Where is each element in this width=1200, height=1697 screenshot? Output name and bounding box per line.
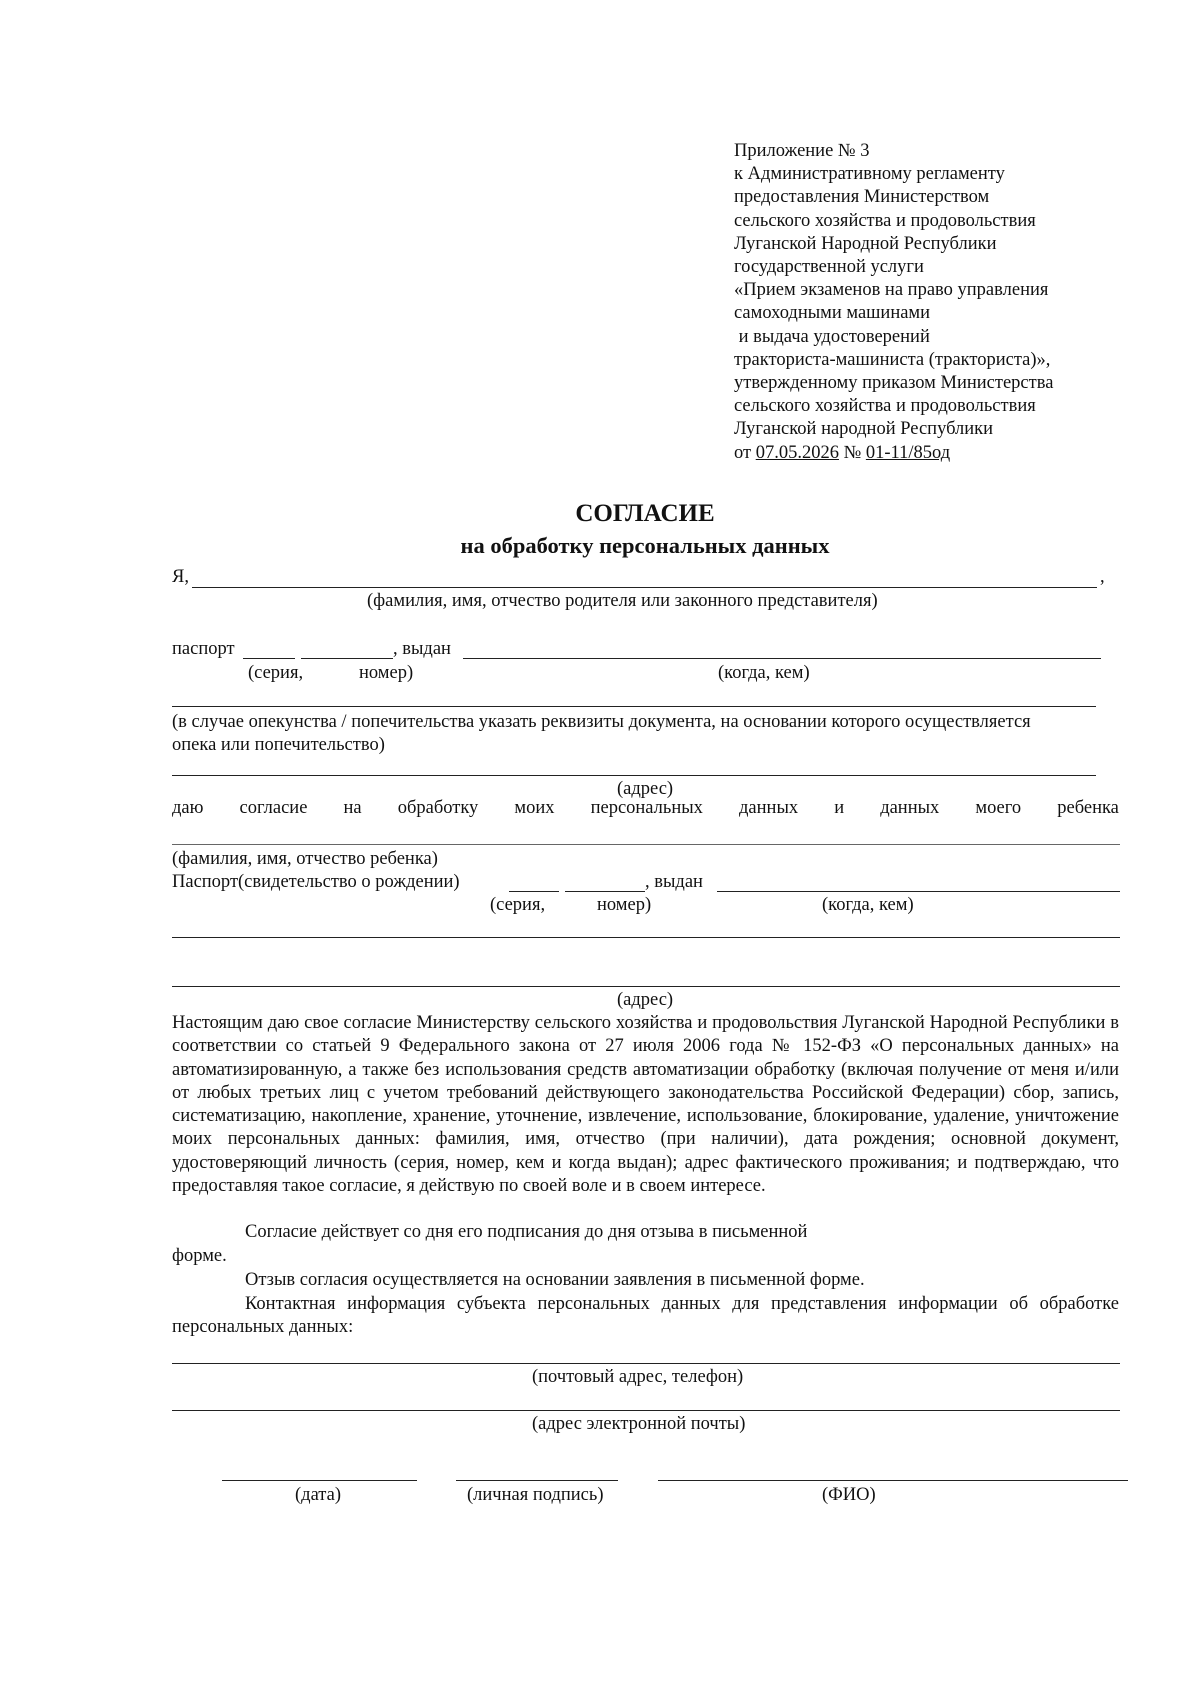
child-address-line-a[interactable] (172, 937, 1120, 938)
consent-word: данных (739, 798, 799, 818)
child-name-caption: (фамилия, имя, отчество ребенка) (172, 849, 438, 869)
parent-name-line[interactable] (192, 587, 1097, 588)
guardianship-line[interactable] (172, 706, 1096, 707)
annex-line: и выдача удостоверений (734, 326, 930, 347)
child-number-caption: номер) (597, 895, 652, 915)
child-issued-line[interactable] (717, 891, 1120, 892)
series-caption: (серия, (248, 663, 304, 683)
child-series-line[interactable] (509, 891, 559, 892)
consent-paragraph: Настоящим даю свое согласие Министерству сельского хозяйства и продовольствия Луганской Народной Республики в соответствии со статьей 9 Федерального закона от 27 июля 2006 года № 152-ФЗ «О персональных данных» на автоматизированную, а также без использования средств автоматизации обработку (включая получение от меня и/или от любых третьих лиц с учетом требований действующего законодательства Российской Федерации) сбор, запись, систематизацию, накопление, хранение, уточнение, извлечение, использование, блокирование, удаление, уничтожение моих персональных данных: фамилия, имя, отчество (при наличии), дата рождения; основной документ, удостоверяющий личность (серия, номер, кем и когда выдан); адрес фактического проживания; и подтверждаю, что предоставляя такое согласие, я действую по своей воле и в своем интересе. (172, 1013, 1119, 1197)
email-caption: (адрес электронной почты) (532, 1414, 746, 1434)
validity-text-cont: форме. (172, 1246, 227, 1266)
passport-number-line[interactable] (301, 658, 393, 659)
postal-line[interactable] (172, 1363, 1120, 1364)
annex-order-line (734, 442, 1053, 465)
document-subtitle: на обработку персональных данных (460, 533, 830, 558)
revocation-text: Отзыв согласия осуществляется на основании заявления в письменной форме. (245, 1270, 865, 1290)
i-label: Я, (172, 567, 189, 587)
address-caption-2: (адрес) (617, 990, 674, 1010)
when-caption: (когда, кем) (718, 663, 810, 683)
child-name-line[interactable] (172, 844, 1120, 845)
consent-word: данных (880, 798, 940, 818)
consent-word: обработку (397, 798, 479, 818)
child-passport-label: Паспорт(свидетельство о рождении) (172, 872, 460, 892)
email-line[interactable] (172, 1410, 1120, 1411)
name-caption: (ФИО) (822, 1485, 876, 1505)
signature-line[interactable] (456, 1480, 618, 1481)
date-line[interactable] (222, 1480, 417, 1481)
issued-label: , выдан (393, 639, 451, 659)
annex-line: сельского хозяйства и продовольствия (734, 396, 1036, 417)
consent-word: даю (172, 798, 204, 818)
from-label: от (734, 442, 756, 463)
comma: , (1100, 567, 1105, 587)
consent-word: на (343, 798, 362, 818)
child-series-caption: (серия, (490, 895, 546, 915)
annex-line: утвержденному приказом Министерства (734, 373, 1054, 394)
annex-line: Луганской народной Республики (734, 419, 994, 440)
child-issued-label: , выдан (645, 872, 703, 892)
number-label: № (838, 442, 866, 463)
address-line-1[interactable] (172, 775, 1096, 776)
consent-word: моих (514, 798, 555, 818)
annex-line: предоставления Министерством (734, 187, 990, 208)
parent-name-caption: (фамилия, имя, отчество родителя или законного представителя) (367, 591, 878, 611)
consent-word: персональных (590, 798, 703, 818)
consent-word: и (834, 798, 845, 818)
annex-line: сельского хозяйства и продовольствия (734, 210, 1036, 231)
guardianship-caption: (в случае опекунства / попечительства указать реквизиты документа, на основании которого осуществляется (172, 712, 1031, 732)
number-caption: номер) (359, 663, 414, 683)
document-title: СОГЛАСИЕ (575, 500, 715, 527)
annex-line: Приложение № 3 (734, 141, 870, 161)
child-number-line[interactable] (565, 891, 645, 892)
date-caption: (дата) (295, 1485, 341, 1505)
annex-line: самоходными машинами (734, 303, 931, 324)
passport-issued-line[interactable] (463, 658, 1101, 659)
order-date: 07.05.2026 (755, 442, 839, 463)
child-when-caption: (когда, кем) (822, 895, 914, 915)
consent-word: ребенка (1057, 798, 1119, 818)
annex-line: «Прием экзаменов на право управления (734, 280, 1049, 301)
annex-line: государственной услуги (734, 257, 924, 278)
passport-label: паспорт (172, 639, 235, 659)
annex-line: тракториста-машиниста (тракториста)», (734, 349, 1051, 370)
consent-line (172, 797, 1119, 820)
guardianship-caption-cont: опека или попечительство) (172, 735, 385, 755)
order-number: 01-11/85од (865, 442, 951, 463)
contact-text: Контактная информация субъекта персональных данных для представления информации об обработке персональных данных: (172, 1294, 1119, 1338)
consent-word: согласие (239, 798, 308, 818)
postal-caption: (почтовый адрес, телефон) (532, 1367, 744, 1387)
address-caption-1: (адрес) (617, 779, 674, 799)
signature-caption: (личная подпись) (467, 1485, 604, 1505)
passport-series-line[interactable] (243, 658, 295, 659)
annex-line: Луганской Народной Республики (734, 233, 997, 254)
annex-line: к Административному регламенту (734, 164, 1005, 185)
validity-text: Согласие действует со дня его подписания до дня отзыва в письменной (245, 1222, 808, 1242)
consent-word: моего (975, 798, 1022, 818)
child-address-line-b[interactable] (172, 986, 1120, 987)
annex-header (734, 140, 1053, 465)
name-line[interactable] (658, 1480, 1128, 1481)
